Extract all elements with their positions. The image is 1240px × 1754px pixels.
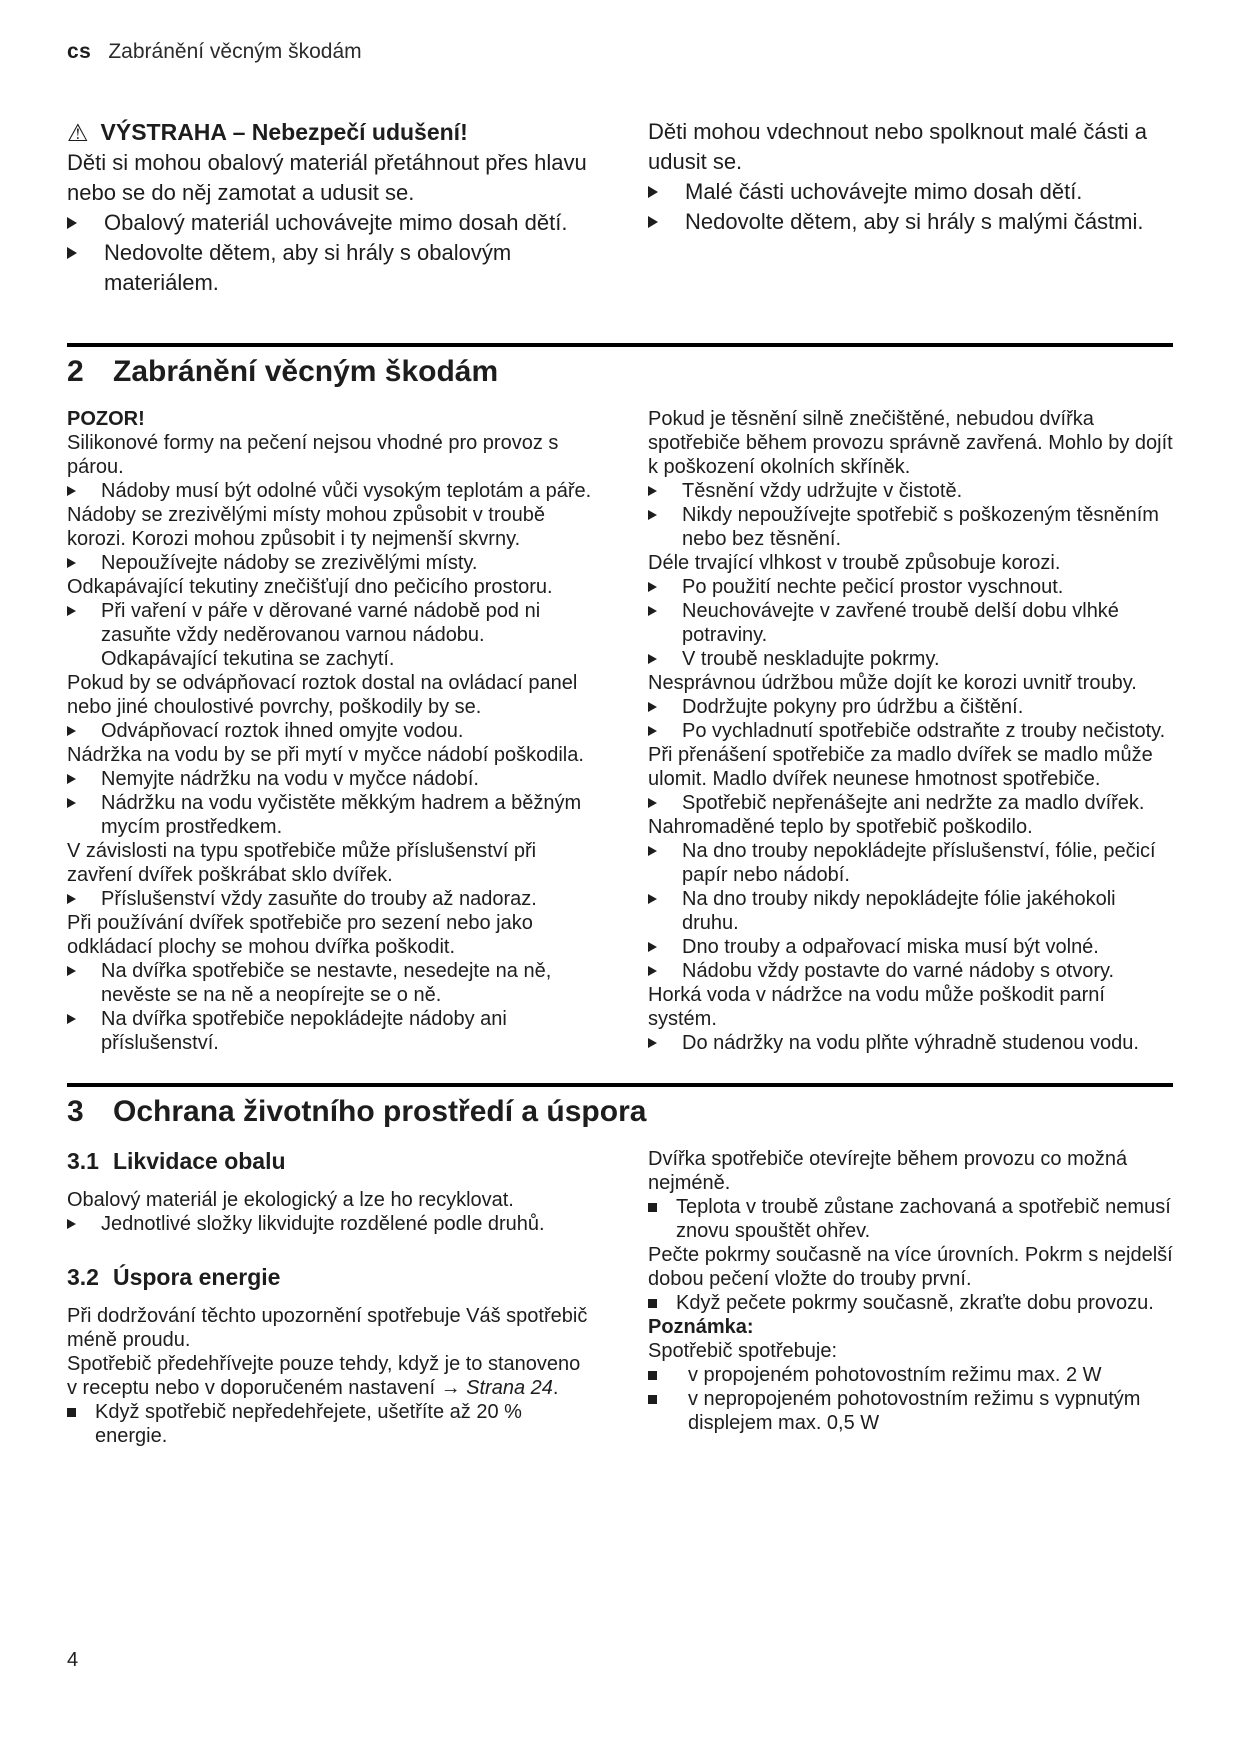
instruction-item — [67, 887, 592, 911]
instruction-text: Do nádržky na vodu plňte výhradně studenou vodu. — [682, 1032, 1139, 1054]
subsection-3-1-heading — [67, 1147, 592, 1175]
instruction-text: Na dno trouby nikdy nepokládejte fólie jakéhokoli druhu. — [682, 888, 1116, 934]
triangle-bullet-icon — [67, 1212, 101, 1236]
paragraph: Spotřebič spotřebuje: — [648, 1340, 838, 1362]
instruction-item — [648, 839, 1173, 887]
triangle-bullet-icon — [648, 207, 685, 237]
note-label: Poznámka: — [648, 1316, 754, 1338]
triangle-bullet-icon — [648, 479, 682, 503]
square-bullet-icon — [648, 1291, 676, 1315]
warning-instruction — [648, 177, 1173, 207]
paragraph: Při dodržování těchto upozornění spotřebuje Váš spotřebič méně proudu. — [67, 1305, 588, 1351]
instruction-item — [648, 503, 1173, 551]
triangle-bullet-icon — [67, 208, 104, 238]
instruction-text: Spotřebič nepřenášejte ani nedržte za madlo dvířek. — [682, 792, 1145, 814]
page-header — [67, 40, 1173, 64]
instruction-text: Těsnění vždy udržujte v čistotě. — [682, 480, 963, 502]
paragraph: Silikonové formy na pečení nejsou vhodné pro provoz s párou. — [67, 432, 559, 478]
instruction-item — [67, 599, 592, 671]
language-code: cs — [67, 40, 92, 63]
square-bullet-icon — [648, 1387, 688, 1435]
triangle-bullet-icon — [648, 503, 682, 551]
warning-instruction-text: Nedovolte dětem, aby si hrály s obalovým materiálem. — [104, 240, 512, 295]
square-bullet-icon — [67, 1400, 95, 1448]
instruction-item — [67, 791, 592, 839]
triangle-bullet-icon — [648, 1031, 682, 1055]
paragraph: Horká voda v nádržce na vodu může poškodit parní systém. — [648, 984, 1105, 1030]
instruction-item — [648, 479, 1173, 503]
warning-section — [67, 117, 1173, 298]
instruction-text: Nikdy nepoužívejte spotřebič s poškozeným těsněním nebo bez těsnění. — [682, 504, 1159, 550]
warning-instruction — [648, 207, 1173, 237]
page-number: 4 — [67, 1649, 79, 1671]
subsection-3-2-heading — [67, 1263, 592, 1291]
instruction-item — [648, 599, 1173, 647]
paragraph: Dvířka spotřebiče otevírejte během provozu co možná nejméně. — [648, 1148, 1128, 1194]
instruction-text: Po vychladnutí spotřebiče odstraňte z trouby nečistoty. — [682, 720, 1166, 742]
warning-right-column — [648, 117, 1173, 298]
instruction-text: Dno trouby a odpařovací miska musí být volné. — [682, 936, 1099, 958]
instruction-text: Dodržujte pokyny pro údržbu a čištění. — [682, 696, 1024, 718]
section-3 — [67, 1083, 1173, 1448]
running-title: Zabránění věcným škodám — [108, 40, 362, 63]
paragraph: Pečte pokrmy současně na více úrovních. Pokrm s nejdelší dobou pečení vložte do trouby první. — [648, 1244, 1173, 1290]
section-2-right-column — [648, 407, 1173, 1055]
instruction-item — [648, 647, 1173, 671]
note-item — [648, 1291, 1173, 1315]
paragraph: Obalový materiál je ekologický a lze ho recyklovat. — [67, 1189, 514, 1211]
paragraph: V závislosti na typu spotřebiče může příslušenství při zavření dvířek poškrábat sklo dvířek. — [67, 840, 537, 886]
warning-intro: Děti mohou vdechnout nebo spolknout malé části a udusit se. — [648, 119, 1147, 174]
warning-instruction — [67, 238, 592, 298]
instruction-text: Příslušenství vždy zasuňte do trouby až nadoraz. — [101, 888, 537, 910]
instruction-text: Jednotlivé složky likvidujte rozdělené podle druhů. — [101, 1213, 545, 1235]
triangle-bullet-icon — [67, 719, 101, 743]
triangle-bullet-icon — [648, 791, 682, 815]
square-bullet-icon — [648, 1363, 688, 1387]
note-item — [67, 1400, 592, 1448]
instruction-item — [648, 1031, 1173, 1055]
instruction-text: Neuchovávejte v zavřené troubě delší dobu vlhké potraviny. — [682, 600, 1119, 646]
paragraph: Pokud by se odvápňovací roztok dostal na ovládací panel nebo jiné choulostivé povrchy, poškodily by se. — [67, 672, 578, 718]
instruction-item — [67, 1007, 592, 1055]
section-3-right-column — [648, 1147, 1173, 1448]
paragraph: Nádržka na vodu by se při mytí v myčce nádobí poškodila. — [67, 744, 584, 766]
paragraph: Odkapávající tekutiny znečišťují dno pečicího prostoru. — [67, 576, 553, 598]
instruction-text: Nádržku na vodu vyčistěte měkkým hadrem a běžným mycím prostředkem. — [101, 792, 582, 838]
instruction-item — [67, 551, 592, 575]
instruction-item — [648, 959, 1173, 983]
instruction-item — [67, 719, 592, 743]
warning-instruction-text: Malé části uchovávejte mimo dosah dětí. — [685, 179, 1083, 204]
note-text: Když pečete pokrmy současně, zkraťte dobu provozu. — [676, 1292, 1154, 1314]
section-number: 3 — [67, 1095, 84, 1128]
warning-instruction — [67, 208, 592, 238]
section-number: 2 — [67, 355, 84, 388]
instruction-text: Nepoužívejte nádoby se zrezivělými místy. — [101, 552, 478, 574]
triangle-bullet-icon — [67, 599, 101, 671]
triangle-bullet-icon — [648, 647, 682, 671]
triangle-bullet-icon — [67, 887, 101, 911]
section-2-left-column — [67, 407, 592, 1055]
warning-left-column — [67, 117, 592, 298]
instruction-text: Na dvířka spotřebiče nepokládejte nádoby ani příslušenství. — [101, 1008, 507, 1054]
warning-icon: ⚠ — [67, 120, 89, 147]
sentence-period: . — [552, 1377, 559, 1399]
triangle-bullet-icon — [648, 575, 682, 599]
triangle-bullet-icon — [648, 695, 682, 719]
attention-label: POZOR! — [67, 408, 145, 430]
triangle-bullet-icon — [648, 177, 685, 207]
instruction-text: Na dno trouby nepokládejte příslušenství, fólie, pečicí papír nebo nádobí. — [682, 840, 1156, 886]
instruction-text: V troubě neskladujte pokrmy. — [682, 648, 940, 670]
paragraph-with-reference — [67, 1352, 592, 1400]
triangle-bullet-icon — [648, 839, 682, 887]
warning-intro: Děti si mohou obalový materiál přetáhnout přes hlavu nebo se do něj zamotat a udusit se. — [67, 150, 587, 205]
warning-heading — [67, 117, 592, 148]
subsection-number: 3.2 — [67, 1264, 99, 1290]
section-2-heading — [67, 354, 1173, 390]
triangle-bullet-icon — [67, 238, 104, 298]
instruction-item — [648, 695, 1173, 719]
note-item — [648, 1363, 1173, 1387]
subsection-title: Likvidace obalu — [112, 1148, 286, 1174]
paragraph-text: Spotřebič předehřívejte pouze tehdy, když je to stanoveno v receptu nebo v doporučeném nastavení — [67, 1353, 581, 1399]
triangle-bullet-icon — [67, 791, 101, 839]
paragraph: Při používání dvířek spotřebiče pro sezení nebo jako odkládací plochy se mohou dvířka poškodit. — [67, 912, 533, 958]
triangle-bullet-icon — [648, 959, 682, 983]
instruction-item — [67, 479, 592, 503]
instruction-text: Nádobu vždy postavte do varné nádoby s otvory. — [682, 960, 1115, 982]
paragraph: Nádoby se zrezivělými místy mohou způsobit v troubě korozi. Korozi mohou způsobit i ty nejmenší skvrny. — [67, 504, 545, 550]
triangle-bullet-icon — [648, 887, 682, 935]
triangle-bullet-icon — [648, 719, 682, 743]
warning-instruction-text: Obalový materiál uchovávejte mimo dosah dětí. — [104, 210, 568, 235]
page-cross-reference: Strana 24 — [466, 1377, 553, 1399]
instruction-text: Nemyjte nádržku na vodu v myčce nádobí. — [101, 768, 479, 790]
instruction-text: Na dvířka spotřebiče se nestavte, nesedejte na ně, nevěste se na ně a neopírejte se o ně. — [101, 960, 552, 1006]
instruction-item — [648, 575, 1173, 599]
note-text: Když spotřebič nepředehřejete, ušetříte až 20 % energie. — [95, 1401, 522, 1447]
instruction-item — [67, 959, 592, 1007]
subsection-title: Úspora energie — [112, 1264, 281, 1290]
triangle-bullet-icon — [67, 959, 101, 1007]
paragraph: Nahromaděné teplo by spotřebič poškodilo. — [648, 816, 1033, 838]
instruction-text: Odvápňovací roztok ihned omyjte vodou. — [101, 720, 464, 742]
section-divider — [67, 343, 1173, 347]
section-2 — [67, 343, 1173, 1055]
section-title: Zabránění věcným škodám — [113, 355, 499, 388]
instruction-text: Při vaření v páře v děrované varné nádobě pod ni zasuňte vždy neděrovanou varnou nádobu. Odkapávající tekutina se zachytí. — [101, 600, 541, 670]
triangle-bullet-icon — [67, 1007, 101, 1055]
paragraph: Při přenášení spotřebiče za madlo dvířek se madlo může ulomit. Madlo dvířek neunese hmotnost spotřebiče. — [648, 744, 1153, 790]
instruction-text: Po použití nechte pečicí prostor vyschnout. — [682, 576, 1064, 598]
warning-instruction-text: Nedovolte dětem, aby si hrály s malými částmi. — [685, 209, 1144, 234]
note-text: Teplota v troubě zůstane zachovaná a spotřebič nemusí znovu spouštět ohřev. — [676, 1196, 1171, 1242]
subsection-number: 3.1 — [67, 1148, 99, 1174]
note-text: v propojeném pohotovostním režimu max. 2 W — [688, 1364, 1102, 1386]
triangle-bullet-icon — [67, 551, 101, 575]
note-item — [648, 1195, 1173, 1243]
instruction-text: Nádoby musí být odolné vůči vysokým teplotám a páře. — [101, 480, 592, 502]
paragraph: Pokud je těsnění silně znečištěné, nebudou dvířka spotřebiče během provozu správně zavřená. Mohlo by dojít k poškození okolních skříněk. — [648, 408, 1173, 478]
section-3-left-column — [67, 1147, 592, 1448]
paragraph: Nesprávnou údržbou může dojít ke korozi uvnitř trouby. — [648, 672, 1137, 694]
section-3-heading — [67, 1094, 1173, 1130]
instruction-item — [648, 887, 1173, 935]
triangle-bullet-icon — [648, 599, 682, 647]
square-bullet-icon — [648, 1195, 676, 1243]
instruction-item — [648, 719, 1173, 743]
section-divider — [67, 1083, 1173, 1087]
note-text: v nepropojeném pohotovostním režimu s vypnutým displejem max. 0,5 W — [688, 1388, 1141, 1434]
section-title: Ochrana životního prostředí a úspora — [113, 1095, 647, 1128]
instruction-item — [67, 767, 592, 791]
instruction-item — [67, 1212, 592, 1236]
triangle-bullet-icon — [67, 767, 101, 791]
instruction-item — [648, 935, 1173, 959]
instruction-item — [648, 791, 1173, 815]
triangle-bullet-icon — [648, 935, 682, 959]
arrow-right-icon: → — [440, 1377, 461, 1399]
warning-title: VÝSTRAHA – Nebezpečí udušení! — [100, 119, 468, 145]
triangle-bullet-icon — [67, 479, 101, 503]
note-item — [648, 1387, 1173, 1435]
paragraph: Déle trvající vlhkost v troubě způsobuje korozi. — [648, 552, 1061, 574]
